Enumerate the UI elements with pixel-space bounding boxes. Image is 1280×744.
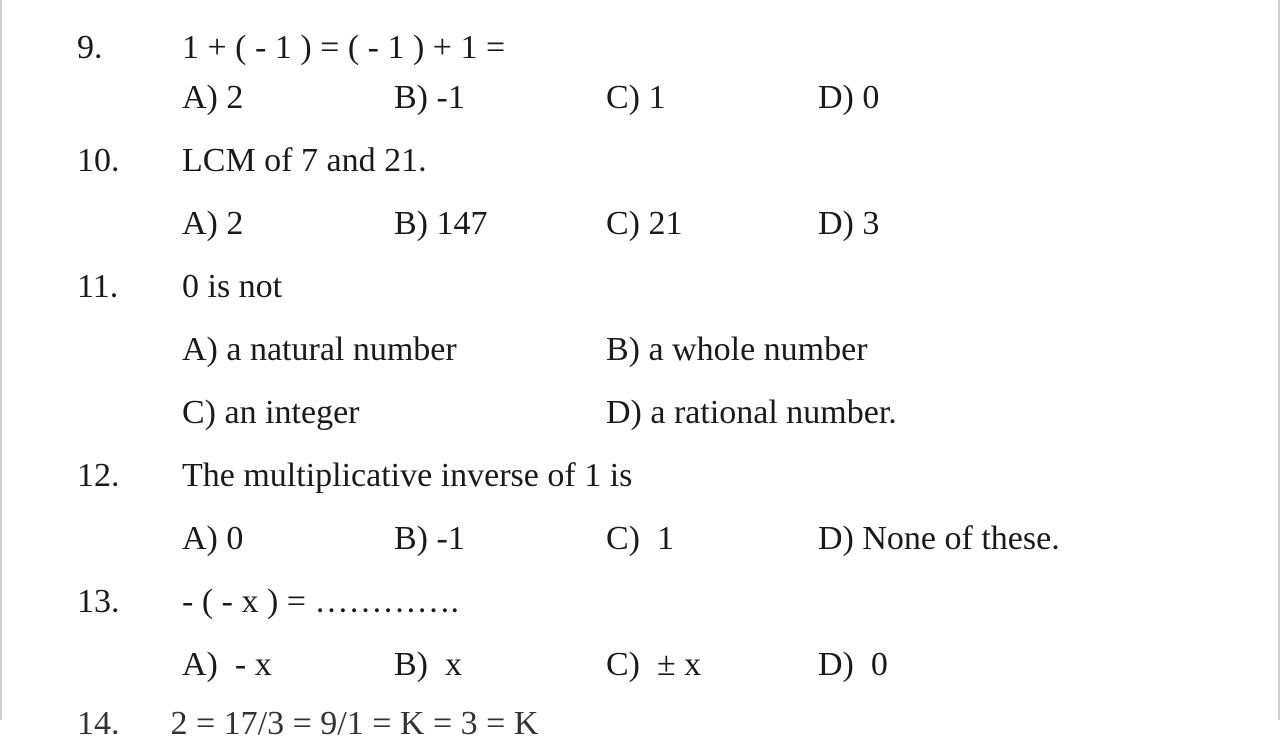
question-12-option-c: C) 1 [606, 520, 674, 557]
question-13-option-d: D) 0 [818, 646, 888, 683]
question-10-option-b: B) 147 [394, 205, 488, 242]
question-9-option-c: C) 1 [606, 79, 666, 116]
question-12-option-a: A) 0 [182, 520, 244, 557]
question-13-option-c: C) ± x [606, 646, 702, 683]
question-12-number: 12. [77, 457, 120, 494]
question-13-text: - ( - x ) = …………. [182, 583, 459, 620]
question-13-number: 13. [77, 583, 120, 620]
question-10-option-d: D) 3 [818, 205, 880, 242]
question-11-option-a: A) a natural number [182, 331, 457, 368]
question-10-option-a: A) 2 [182, 205, 244, 242]
question-11-number: 11. [77, 268, 119, 305]
question-9-option-d: D) 0 [818, 79, 880, 116]
question-14-partial: 14. 2 = 17/3 = 9/1 = K = 3 = K [77, 705, 539, 742]
question-10-option-c: C) 21 [606, 205, 683, 242]
question-13-option-a: A) - x [182, 646, 272, 683]
question-10-number: 10. [77, 142, 120, 179]
question-13-option-b: B) x [394, 646, 462, 683]
question-12-option-d: D) None of these. [818, 520, 1060, 557]
question-11-option-d: D) a rational number. [606, 394, 897, 431]
question-9-option-b: B) -1 [394, 79, 465, 116]
question-11-option-c: C) an integer [182, 394, 360, 431]
question-12-option-b: B) -1 [394, 520, 465, 557]
question-9-option-a: A) 2 [182, 79, 244, 116]
question-10-text: LCM of 7 and 21. [182, 142, 427, 179]
question-9-text: 1 + ( - 1 ) = ( - 1 ) + 1 = [182, 29, 506, 66]
question-12-text: The multiplicative inverse of 1 is [182, 457, 633, 494]
question-11-option-b: B) a whole number [606, 331, 868, 368]
question-9-number: 9. [77, 29, 103, 66]
question-11-text: 0 is not [182, 268, 283, 305]
